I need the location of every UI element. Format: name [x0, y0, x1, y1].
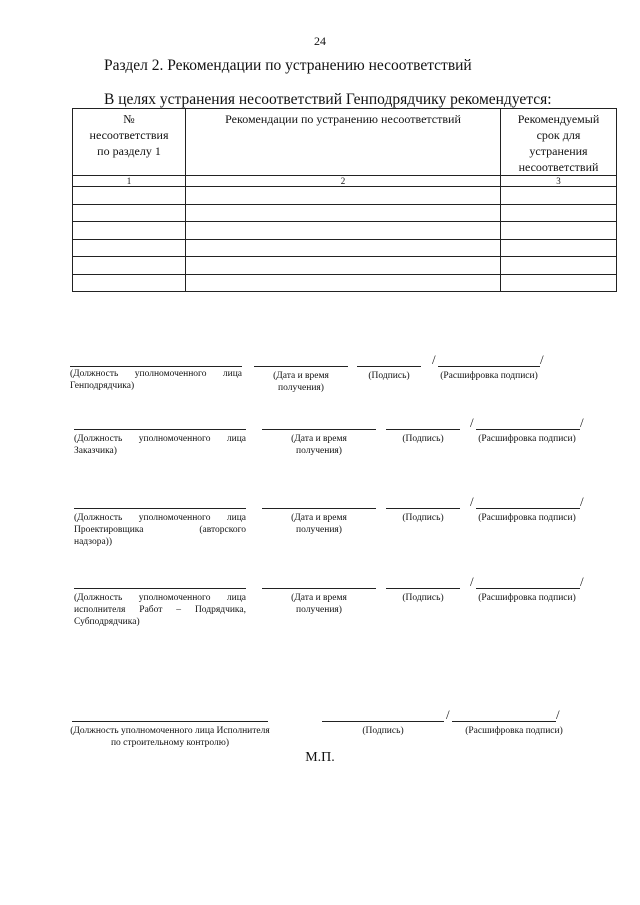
table-row — [73, 274, 617, 292]
table-row — [73, 257, 617, 275]
header-line: срок для — [536, 128, 581, 142]
decoding-label: (Расшифровка подписи) — [465, 726, 563, 736]
header-line: несоответствия — [89, 128, 169, 142]
table-cell[interactable] — [501, 204, 617, 222]
date-line[interactable] — [262, 429, 376, 430]
header-line: устранения — [529, 144, 588, 158]
table-row — [73, 204, 617, 222]
table-cell[interactable] — [501, 239, 617, 257]
header-line: Рекомендуемый — [517, 112, 600, 126]
table-cell[interactable] — [186, 187, 501, 205]
slash-mark: / — [470, 494, 474, 509]
header-nonconformity-number — [73, 109, 186, 176]
table-cell[interactable] — [186, 204, 501, 222]
table-cell[interactable] — [73, 187, 186, 205]
signature-line[interactable] — [386, 588, 460, 589]
position-line[interactable] — [72, 721, 268, 722]
decoding-label: (Расшифровка подписи) — [440, 371, 538, 381]
date-label: получения) — [296, 605, 342, 615]
section-title: Раздел 2. Рекомендации по устранению несоответствий — [104, 57, 472, 74]
signature-label: (Подпись) — [402, 593, 444, 603]
position-line[interactable] — [74, 508, 246, 509]
table-cell[interactable] — [186, 239, 501, 257]
header-line: несоответствий — [518, 160, 599, 174]
slash-mark: / — [446, 707, 450, 722]
slash-mark: / — [540, 352, 544, 367]
decoding-line[interactable] — [452, 721, 556, 722]
decoding-line[interactable] — [476, 588, 580, 589]
signature-label: (Подпись) — [402, 513, 444, 523]
position-label: (Должность уполномоченного лица Исполнителя — [70, 726, 270, 736]
table-cell[interactable] — [73, 274, 186, 292]
header-deadline — [501, 109, 617, 176]
position-line[interactable] — [74, 429, 246, 430]
signature-line[interactable] — [357, 366, 421, 367]
table-cell[interactable] — [186, 274, 501, 292]
date-line[interactable] — [262, 588, 376, 589]
date-label: (Дата и время — [291, 513, 347, 523]
nonconformity-table — [72, 108, 617, 292]
table-header-row — [73, 109, 617, 176]
header-recommendations — [186, 109, 501, 176]
decoding-line[interactable] — [476, 429, 580, 430]
column-number: 1 — [73, 176, 186, 187]
signature-line[interactable] — [322, 721, 444, 722]
column-number: 3 — [501, 176, 617, 187]
table-cell[interactable] — [186, 222, 501, 240]
decoding-line[interactable] — [476, 508, 580, 509]
signature-label: (Подпись) — [368, 371, 410, 381]
intro-text: В целях устранения несоответствий Генподрядчику рекомендуется: — [104, 91, 552, 108]
header-line: Рекомендации по устранению несоответствий — [225, 112, 461, 126]
position-label: Субподрядчика) — [74, 617, 140, 627]
decoding-label: (Расшифровка подписи) — [478, 434, 576, 444]
signature-line[interactable] — [386, 508, 460, 509]
slash-mark: / — [580, 415, 584, 430]
decoding-line[interactable] — [438, 366, 540, 367]
table-cell[interactable] — [73, 239, 186, 257]
date-label: (Дата и время — [291, 434, 347, 444]
date-label: получения) — [278, 383, 324, 393]
slash-mark: / — [580, 574, 584, 589]
position-label: (Должность уполномоченного лица — [74, 434, 246, 444]
date-line[interactable] — [254, 366, 348, 367]
signature-line[interactable] — [386, 429, 460, 430]
column-number-row — [73, 176, 617, 187]
position-label: по строительному контролю) — [110, 738, 230, 748]
column-number: 2 — [186, 176, 501, 187]
table-cell[interactable] — [501, 222, 617, 240]
position-label: Проектировщика (авторского — [74, 525, 246, 535]
slash-mark: / — [470, 574, 474, 589]
slash-mark: / — [470, 415, 474, 430]
position-label: Генподрядчика) — [70, 381, 135, 391]
position-label: Заказчика) — [74, 446, 117, 456]
slash-mark: / — [556, 707, 560, 722]
header-line: № — [123, 112, 135, 126]
date-label: получения) — [296, 525, 342, 535]
table-cell[interactable] — [501, 187, 617, 205]
position-label: (Должность уполномоченного лица — [74, 593, 246, 603]
table-cell[interactable] — [501, 257, 617, 275]
table-row — [73, 187, 617, 205]
table-cell[interactable] — [73, 222, 186, 240]
table-cell[interactable] — [73, 257, 186, 275]
date-line[interactable] — [262, 508, 376, 509]
position-label: (Должность уполномоченного лица — [74, 513, 246, 523]
slash-mark: / — [580, 494, 584, 509]
position-label: (Должность уполномоченного лица — [70, 369, 242, 379]
header-line: по разделу 1 — [97, 144, 161, 158]
position-label: исполнителя Работ – Подрядчика, — [74, 605, 246, 615]
page-number: 24 — [314, 34, 326, 48]
slash-mark: / — [432, 352, 436, 367]
table-cell[interactable] — [501, 274, 617, 292]
stamp-label: М.П. — [305, 750, 335, 765]
decoding-label: (Расшифровка подписи) — [478, 593, 576, 603]
table-row — [73, 239, 617, 257]
table-cell[interactable] — [73, 204, 186, 222]
decoding-label: (Расшифровка подписи) — [478, 513, 576, 523]
table-row — [73, 222, 617, 240]
table-cell[interactable] — [186, 257, 501, 275]
signature-label: (Подпись) — [362, 726, 404, 736]
position-label: надзора)) — [74, 537, 112, 547]
position-line[interactable] — [70, 366, 242, 367]
signature-label: (Подпись) — [402, 434, 444, 444]
position-line[interactable] — [74, 588, 246, 589]
date-label: (Дата и время — [291, 593, 347, 603]
date-label: (Дата и время — [273, 371, 329, 381]
date-label: получения) — [296, 446, 342, 456]
